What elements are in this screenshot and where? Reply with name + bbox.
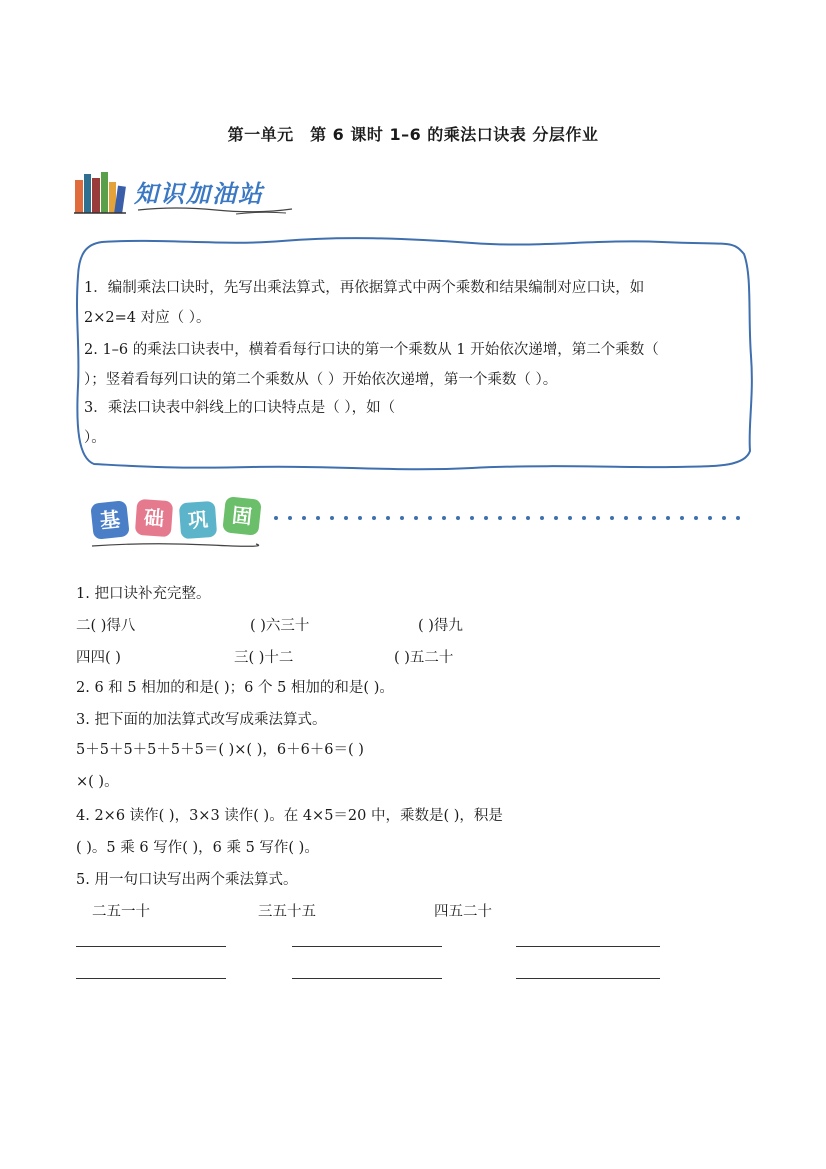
q1-r2-c2: 三( )十二 — [234, 650, 294, 666]
q1-r2-c1: 四四( ) — [76, 650, 121, 666]
answer-line[interactable] — [516, 978, 660, 979]
badge-gong: 巩 — [179, 501, 217, 539]
q4-line-1: 4. 2×6 读作( )，3×3 读作( )。在 4×5＝20 中，乘数是( )，积是 — [76, 808, 503, 824]
badges-underline — [90, 540, 260, 550]
knowledge-line-3: 2. 1–6 的乘法口诀表中，横着看每行口诀的第一个乘数从 1 开始依次递增，第二个乘数（ — [84, 342, 659, 358]
title-underline — [136, 204, 296, 216]
answer-line[interactable] — [76, 978, 226, 979]
q1-r2-c3: ( )五二十 — [394, 650, 454, 666]
badge-ji: 基 — [90, 500, 130, 540]
answer-line[interactable] — [292, 978, 442, 979]
answer-line[interactable] — [516, 946, 660, 947]
q3-title: 3. 把下面的加法算式改写成乘法算式。 — [76, 712, 327, 728]
knowledge-line-6: ）。 — [84, 430, 106, 446]
books-icon — [74, 170, 126, 214]
knowledge-line-2: 2×2=4 对应（ ）。 — [84, 310, 211, 326]
q1-title: 1. 把口诀补充完整。 — [76, 586, 211, 602]
q5-item-1: 二五一十 — [92, 904, 150, 920]
knowledge-line-1: 1．编制乘法口诀时，先写出乘法算式，再依据算式中两个乘数和结果编制对应口诀，如 — [84, 280, 645, 296]
q2-text: 2. 6 和 5 相加的和是( )；6 个 5 相加的和是( )。 — [76, 680, 394, 696]
q1-r1-c3: ( )得九 — [418, 618, 463, 634]
q1-r1-c2: ( )六三十 — [250, 618, 310, 634]
badge-gu: 固 — [222, 496, 262, 536]
q5-title: 5. 用一句口诀写出两个乘法算式。 — [76, 872, 298, 888]
page-title: 第一单元 第 6 课时 1–6 的乘法口诀表 分层作业 — [227, 125, 599, 144]
badge-chu: 础 — [135, 499, 173, 537]
knowledge-line-5: 3．乘法口诀表中斜线上的口诀特点是（ ），如（ — [84, 400, 396, 416]
answer-line[interactable] — [292, 946, 442, 947]
knowledge-line-4: ）；竖着看每列口诀的第二个乘数从（ ）开始依次递增，第一个乘数（ ）。 — [84, 372, 558, 388]
answer-line[interactable] — [76, 946, 226, 947]
q1-r1-c1: 二( )得八 — [76, 618, 136, 634]
q3-line-2: ×( )。 — [76, 774, 119, 790]
dotted-divider — [272, 514, 742, 522]
q5-item-3: 四五二十 — [434, 904, 492, 920]
q5-item-2: 三五十五 — [258, 904, 316, 920]
knowledge-section-title: 知识加油站 — [134, 180, 264, 208]
q4-line-2: ( )。5 乘 6 写作( )，6 乘 5 写作( )。 — [76, 840, 319, 856]
q3-line-1: 5＋5＋5＋5＋5＋5＝( )×( )，6＋6＋6＝( ) — [76, 742, 364, 758]
